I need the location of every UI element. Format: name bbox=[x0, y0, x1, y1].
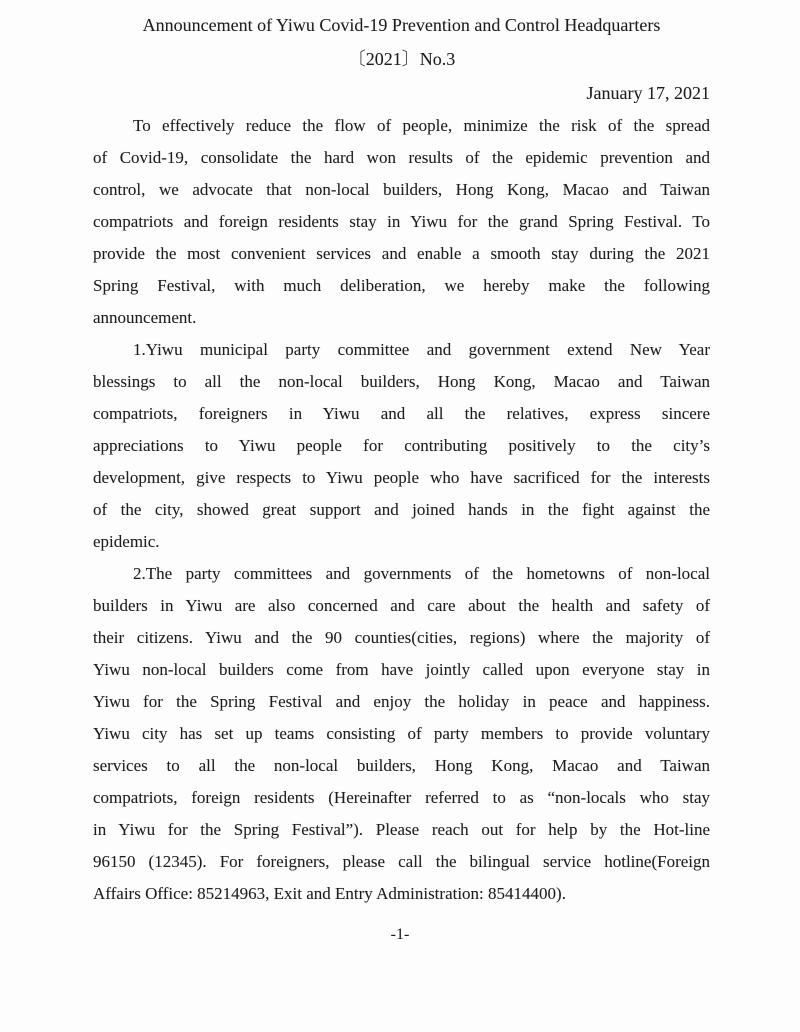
paragraph-line: Affairs Office: 85214963, Exit and Entry Administration: 85414400). bbox=[93, 884, 566, 903]
paragraph-line: Yiwu for the Spring Festival and enjoy the holiday in peace and happiness. bbox=[93, 692, 710, 711]
paragraph-line: development, give respects to Yiwu people who have sacrificed for the interests bbox=[93, 468, 710, 487]
paragraph-line: Spring Festival, with much deliberation, we hereby make the following bbox=[93, 276, 710, 295]
paragraph-line: To effectively reduce the flow of people, minimize the risk of the spread bbox=[133, 116, 710, 135]
paragraph-line: epidemic. bbox=[93, 532, 160, 551]
document-date: January 17, 2021 bbox=[586, 83, 710, 103]
paragraph-line: of Covid-19, consolidate the hard won results of the epidemic prevention and bbox=[93, 148, 710, 167]
paragraph-line: 96150 (12345). For foreigners, please call the bilingual service hotline(Foreign bbox=[93, 852, 710, 871]
paragraph-line: compatriots, foreigners in Yiwu and all the relatives, express sincere bbox=[93, 404, 710, 423]
document-title: Announcement of Yiwu Covid-19 Prevention and Control Headquarters bbox=[142, 15, 661, 35]
paragraph-line: compatriots and foreign residents stay in Yiwu for the grand Spring Festival. To bbox=[93, 212, 710, 231]
paragraph-line: builders in Yiwu are also concerned and care about the health and safety of bbox=[93, 596, 710, 615]
paragraph-line: in Yiwu for the Spring Festival”). Please reach out for help by the Hot-line bbox=[93, 820, 710, 839]
paragraph-3 bbox=[93, 558, 710, 910]
paragraph-line: control, we advocate that non-local builders, Hong Kong, Macao and Taiwan bbox=[93, 180, 710, 199]
paragraph-line: appreciations to Yiwu people for contributing positively to the city’s bbox=[93, 436, 710, 455]
paragraph-line: compatriots, foreign residents (Hereinafter referred to as “non-locals who stay bbox=[93, 788, 710, 807]
paragraph-line: provide the most convenient services and enable a smooth stay during the 2021 bbox=[93, 244, 710, 263]
paragraph-line: Yiwu city has set up teams consisting of party members to provide voluntary bbox=[93, 724, 710, 743]
paragraph-line: of the city, showed great support and joined hands in the fight against the bbox=[93, 500, 710, 519]
paragraph-line: Yiwu non-local builders come from have jointly called upon everyone stay in bbox=[93, 660, 710, 679]
document-number: 〔2021〕No.3 bbox=[347, 49, 456, 69]
paragraph-line: blessings to all the non-local builders, Hong Kong, Macao and Taiwan bbox=[93, 372, 710, 391]
paragraph-line: their citizens. Yiwu and the 90 counties(cities, regions) where the majority of bbox=[93, 628, 710, 647]
paragraph-line: 1.Yiwu municipal party committee and government extend New Year bbox=[133, 340, 710, 359]
paragraph-line: 2.The party committees and governments of the hometowns of non-local bbox=[133, 564, 710, 583]
paragraph-2 bbox=[93, 334, 710, 558]
paragraph-1 bbox=[93, 110, 710, 334]
paragraph-line: services to all the non-local builders, Hong Kong, Macao and Taiwan bbox=[93, 756, 710, 775]
paragraph-line: announcement. bbox=[93, 308, 197, 327]
page-number: -1- bbox=[390, 926, 410, 943]
